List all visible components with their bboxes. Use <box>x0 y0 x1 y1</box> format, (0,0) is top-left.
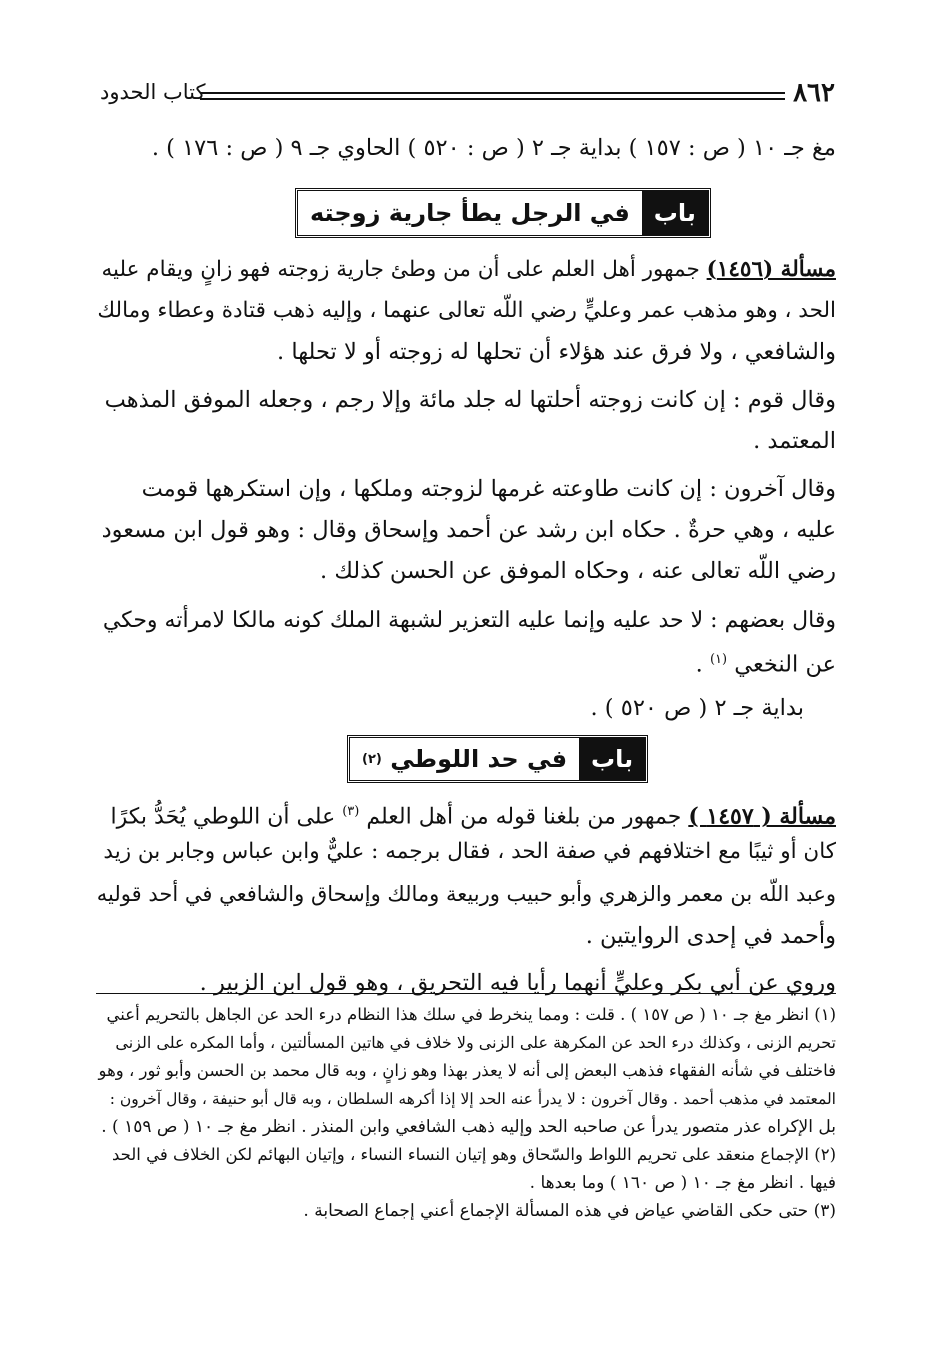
paragraph-line: المعتمد . <box>753 428 836 454</box>
footnote-line: المعتمد في مذهب أحمد . وقال آخرون : لا يدرأ عنه الحد إلا إذا أكرهه السلطان ، وبه قال أبو حنيفة ، وقال آخرون : <box>109 1090 836 1108</box>
issue-number: مسألة (١٤٥٦) <box>706 257 836 282</box>
issue-number: مسألة ( ١٤٥٧ ) <box>688 803 836 830</box>
footnote-line: فاختلف في شأنه الفقهاء فذهب البعض إلى أنه لا يعذر بهذا وهو زانٍ ، وبه قال محمد بن الحسن وأبو ثور ، وهو <box>98 1061 836 1080</box>
footnote-ref: (١) <box>709 652 728 667</box>
header-rule <box>200 92 785 100</box>
footnote-line: (٣) حتى حكى القاضي عياض في هذه المسألة الإجماع أعني إجماع الصحابة . <box>303 1201 836 1221</box>
footnote-line: (١) انظر مغ جـ ١٠ ( ص ١٥٧ ) . قلت : ومما ينخرط في سلك هذا النظام درء الحد عن الجاهل بالتحريم أعني <box>106 1005 836 1024</box>
paragraph-line <box>96 792 836 837</box>
paragraph-line: وأحمد في إحدى الروايتين . <box>585 923 836 949</box>
footnote-separator <box>96 993 836 994</box>
footnote-ref: (٣) <box>342 804 360 819</box>
issue-text: جمهور أهل العلم على أن من وطئ جارية زوجته فهو زانٍ ويقام عليه <box>101 257 700 282</box>
paragraph-text: عن النخعي <box>734 651 836 678</box>
footnote-line: (٢) الإجماع منعقد على تحريم اللواط والسّحاق وهو إتيان النساء النساء ، وإتيان البهائم لكن الخلاف في الحد <box>111 1145 836 1164</box>
chapter-label: باب <box>642 191 708 235</box>
footnote-line: بل الإكراه عذر متصور يدرأ عن صاحبه الحد وإليه ذهب الشافعي وابن المنذر . انظر مغ جـ ١٠ ( ص ١٥٩ ) . <box>101 1117 836 1137</box>
page-number: ٨٦٢ <box>793 78 835 108</box>
footnote-line: فيها . انظر مغ جـ ١٠ ( ص ١٦٠ ) وما بعدها . <box>529 1173 836 1193</box>
reference-line-top: مغ جـ ١٠ ( ص : ١٥٧ ) بداية جـ ٢ ( ص : ٥٢٠ ) الحاوي جـ ٩ ( ص : ١٧٦ ) . <box>151 135 836 161</box>
paragraph-line <box>96 250 836 290</box>
chapter-label: باب <box>579 738 645 780</box>
issue-text: جمهور من بلغنا قوله من أهل العلم <box>366 804 682 830</box>
chapter-heading-1 <box>295 188 711 238</box>
paragraph-line: عليه ، وهي حرةٌ . حكاه ابن رشد عن أحمد وإسحاق وقال : وهو قول ابن مسعود <box>101 517 836 543</box>
paragraph-line: الحد ، وهو مذهب عمر وعليٍّ رضي اللّه تعالى عنهما ، وإليه ذهب قتادة وعطاء ومالك <box>97 298 836 323</box>
paragraph-line: وعبد اللّه بن معمر والزهري وأبو حبيب وربيعة ومالك وإسحاق والشافعي في أحد قوليه <box>96 882 836 906</box>
paragraph-line <box>96 640 836 685</box>
footnote-ref: (٢) <box>362 751 382 767</box>
page-header <box>100 78 835 114</box>
paragraph-line: وروي عن أبي بكر وعليٍّ أنهما رأيا فيه التحريق ، وهو قول ابن الزبير . <box>199 970 836 996</box>
paragraph-line: وقال بعضهم : لا حد عليه وإنما عليه التعزير لشبهة الملك كونه مالكا لامرأته وحكي <box>102 608 836 633</box>
paragraph-line: وقال قوم : إن كانت زوجته أحلتها له جلد مائة وإلا رجم ، وجعله الموفق المذهب <box>104 387 836 413</box>
chapter-heading-2 <box>347 735 648 783</box>
chapter-title-text: في حد اللوطي <box>390 745 568 773</box>
running-title: كتاب الحدود <box>100 80 206 104</box>
paragraph-end: . <box>695 651 703 678</box>
issue-text: على أن اللوطي يُحَدُّ بكرًا <box>110 804 336 830</box>
chapter-title: في الرجل يطأ جارية زوجته <box>310 199 630 227</box>
paragraph-line: والشافعي ، ولا فرق عند هؤلاء أن تحلها له زوجته أو لا تحلها . <box>277 339 836 365</box>
paragraph-line: كان أو ثيبًا مع اختلافهم في صفة الحد ، فقال برجمه : عليٌّ وابن عباس وجابر بن زيد <box>103 839 836 864</box>
paragraph-line: وقال آخرون : إن كانت طاوعته غرمها لزوجته وملكها ، وإن استكرهها قومت <box>141 476 836 502</box>
footnote-line: تحريم الزنى ، وكذلك درء الحد عن المكرهة على الزنى ولا خلاف في هاتين المسألتين ، وأما المكره على الزنى <box>115 1033 836 1052</box>
chapter-title <box>350 738 579 780</box>
reference-line: بداية جـ ٢ ( ص ٥٢٠ ) . <box>590 695 804 721</box>
paragraph-line: رضي اللّه تعالى عنه ، وحكاه الموفق عن الحسن كذلك . <box>320 558 836 584</box>
